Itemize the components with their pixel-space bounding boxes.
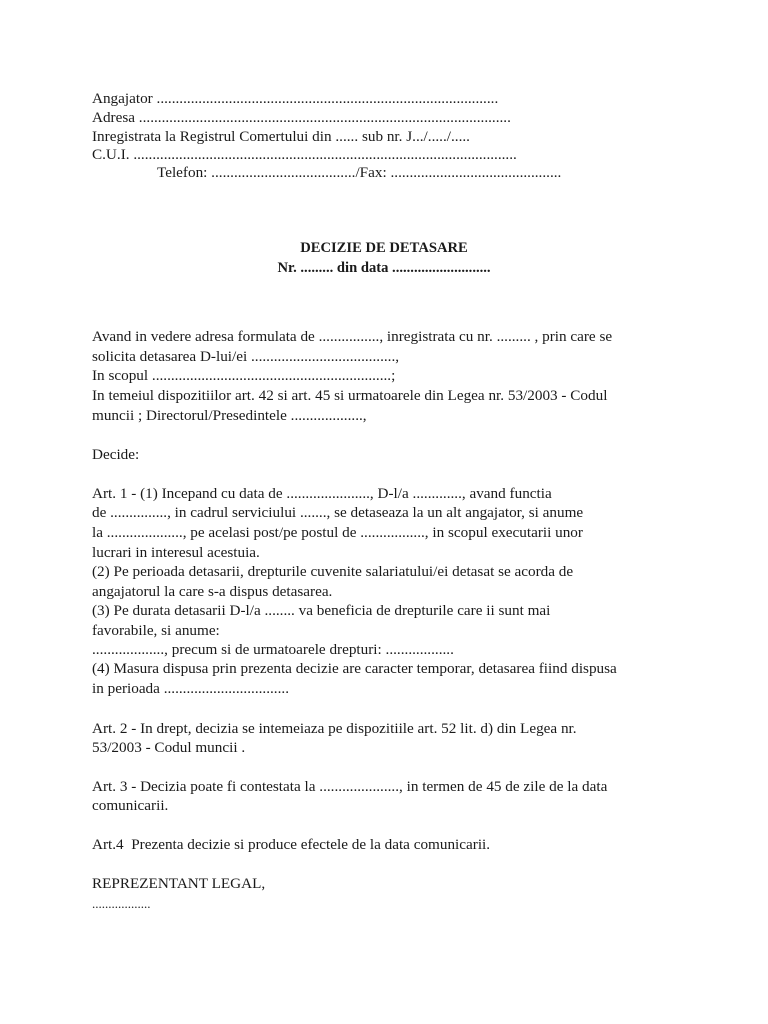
decide-label: Decide:	[92, 446, 140, 463]
article-2-line: 53/2003 - Codul muncii .	[92, 739, 246, 756]
article-1-line: (2) Pe perioada detasarii, drepturile cuvenite salariatului/ei detasat se acorda de	[92, 563, 574, 580]
paragraph-line: muncii ; Directorul/Presedintele ...................,	[92, 407, 367, 424]
article-1-line: angajatorul la care s-a dispus detasarea.	[92, 583, 333, 600]
article-1-line: lucrari in interesul acestuia.	[92, 544, 260, 561]
cui-line: C.U.I. .....................................................................................................	[92, 146, 517, 163]
article-1-line: (4) Masura dispusa prin prezenta decizie are caracter temporar, detasarea fiind dispusa	[92, 660, 617, 677]
article-1-line: in perioada .................................	[92, 680, 289, 697]
article-2-line: Art. 2 - In drept, decizia se intemeiaza pe dispozitiile art. 52 lit. d) din Legea nr.	[92, 720, 577, 737]
article-1-line: favorabile, si anume:	[92, 622, 220, 639]
paragraph-line: Avand in vedere adresa formulata de ................, inregistrata cu nr. ......... , prin care se	[92, 328, 613, 345]
article-3-line: Art. 3 - Decizia poate fi contestata la ....................., in termen de 45 de zile de la data	[92, 778, 608, 795]
paragraph-line: In temeiul dispozitiilor art. 42 si art. 45 si urmatoarele din Legea nr. 53/2003 - Codul	[92, 387, 608, 404]
article-1-line: Art. 1 - (1) Incepand cu data de ......................, D-l/a ............., avand functia	[92, 485, 552, 502]
document-number: Nr. ......... din data ...........................	[277, 260, 491, 276]
article-1-line: ..................., precum si de urmatoarele drepturi: ..................	[92, 641, 454, 658]
article-1-line: la ...................., pe acelasi post/pe postul de ................., in scopul executarii unor	[92, 524, 583, 541]
registry-line: Inregistrata la Registrul Comertului din ...... sub nr. J.../...../.....	[92, 128, 470, 145]
article-3-line: comunicarii.	[92, 797, 169, 814]
employer-line: Angajator ..........................................................................................	[92, 90, 499, 107]
address-line: Adresa ..................................................................................................	[92, 109, 511, 126]
paragraph-line: solicita detasarea D-lui/ei ......................................,	[92, 348, 400, 365]
legal-representative-label: REPREZENTANT LEGAL,	[92, 875, 266, 892]
article-1-line: de ..............., in cadrul serviciului ......., se detaseaza la un alt angajator, si anume	[92, 504, 584, 521]
paragraph-line: In scopul ...............................................................;	[92, 367, 396, 384]
article-4-line: Art.4 Prezenta decizie si produce efectele de la data comunicarii.	[92, 836, 491, 853]
phone-fax-line: Telefon: ....................................../Fax: .............................................	[157, 164, 562, 181]
article-1-line: (3) Pe durata detasarii D-l/a ........ va beneficia de drepturile care ii sunt mai	[92, 602, 551, 619]
document-title: DECIZIE DE DETASARE	[300, 240, 468, 256]
signature-line: ..................	[92, 896, 151, 911]
